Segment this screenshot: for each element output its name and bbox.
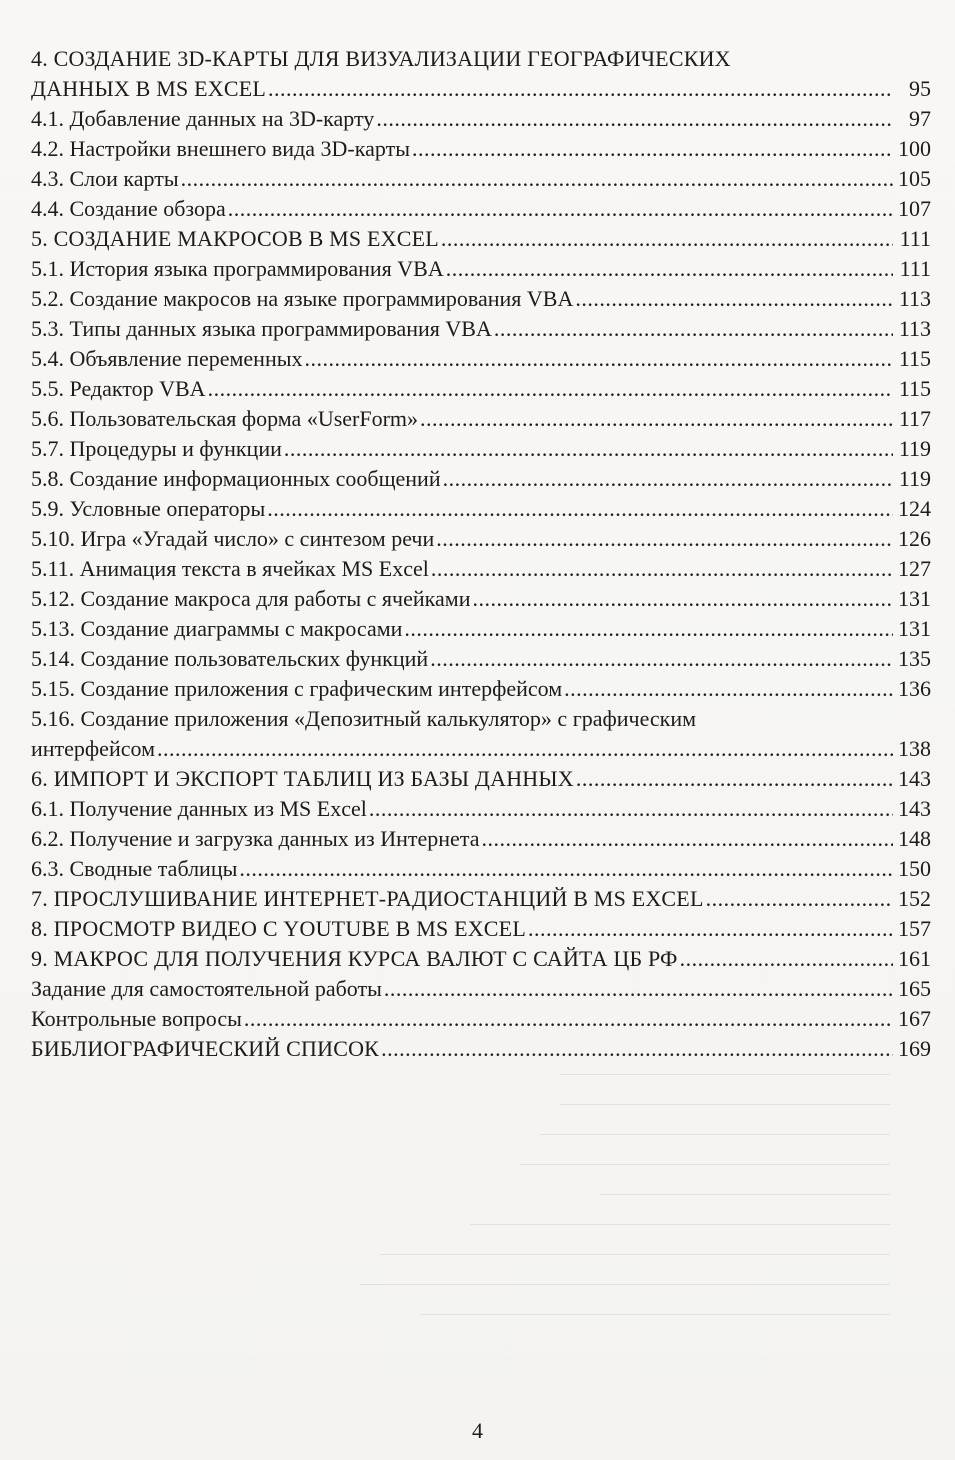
toc-entry-4-1[interactable] (31, 104, 931, 134)
toc-entry-8[interactable] (31, 914, 931, 944)
dot-leader (431, 554, 893, 584)
toc-entry-questions[interactable] (31, 1004, 931, 1034)
toc-entry-page: 152 (898, 886, 931, 911)
toc-entry-5-4[interactable] (31, 344, 931, 374)
toc-entry-page: 97 (909, 106, 931, 131)
toc-entry-label: 5.12. Создание макроса для работы с ячейками (31, 586, 471, 611)
dot-leader (284, 434, 893, 464)
dot-leader (268, 74, 893, 104)
toc-entry-label-line1: 5.16. Создание приложения «Депозитный калькулятор» с графическим (31, 706, 697, 731)
toc-entry-5-13[interactable] (31, 614, 931, 644)
dot-leader (481, 824, 893, 854)
toc-entry-page: 136 (898, 676, 931, 701)
toc-entry-5-12[interactable] (31, 584, 931, 614)
dot-leader (528, 914, 893, 944)
toc-entry-page: 143 (898, 766, 931, 791)
dot-leader (443, 464, 893, 494)
table-of-contents (31, 44, 931, 1064)
toc-entry-page: 115 (898, 376, 931, 401)
toc-entry-page: 131 (898, 616, 931, 641)
toc-entry-page: 143 (898, 796, 931, 821)
toc-entry-7[interactable] (31, 884, 931, 914)
toc-entry-page: 105 (898, 166, 931, 191)
toc-entry-6[interactable] (31, 764, 931, 794)
toc-entry-5-10[interactable] (31, 524, 931, 554)
toc-entry-label: 5.9. Условные операторы (31, 496, 266, 521)
toc-entry-page: 113 (898, 316, 931, 341)
toc-entry-label: 5.13. Создание диаграммы с макросами (31, 616, 403, 641)
dot-leader (384, 974, 893, 1004)
toc-entry-page: 119 (898, 436, 931, 461)
toc-entry-5-2[interactable] (31, 284, 931, 314)
toc-entry-6-2[interactable] (31, 824, 931, 854)
dot-leader (305, 344, 894, 374)
toc-entry-label: 4.4. Создание обзора (31, 196, 226, 221)
toc-entry-page: 111 (899, 256, 931, 281)
dot-leader (441, 224, 893, 254)
toc-entry-label: 4.3. Слои карты (31, 166, 179, 191)
toc-entry-page: 161 (898, 946, 931, 971)
toc-entry-5[interactable] (31, 224, 931, 254)
dot-leader (680, 944, 893, 974)
toc-entry-label: 5.4. Объявление переменных (31, 346, 303, 371)
dot-leader (157, 734, 893, 764)
toc-entry-label: 5.8. Создание информационных сообщений (31, 466, 441, 491)
toc-entry-4[interactable] (31, 44, 931, 104)
toc-entry-page: 127 (898, 556, 931, 581)
toc-entry-6-3[interactable] (31, 854, 931, 884)
toc-entry-page: 138 (898, 736, 931, 761)
toc-entry-page: 124 (898, 496, 931, 521)
toc-entry-page: 117 (898, 406, 931, 431)
dot-leader (228, 194, 893, 224)
toc-entry-label: Задание для самостоятельной работы (31, 976, 382, 1001)
toc-entry-label: интерфейсом (31, 736, 155, 761)
toc-entry-label: 5.2. Создание макросов на языке программирования VBA (31, 286, 574, 311)
toc-entry-page: 126 (898, 526, 931, 551)
dot-leader (564, 674, 893, 704)
dot-leader (706, 884, 893, 914)
toc-entry-5-5[interactable] (31, 374, 931, 404)
toc-entry-label: ДАННЫХ В MS EXCEL (31, 76, 266, 101)
toc-entry-5-11[interactable] (31, 554, 931, 584)
toc-entry-5-8[interactable] (31, 464, 931, 494)
dot-leader (244, 1004, 893, 1034)
toc-entry-page: 111 (899, 226, 931, 251)
toc-entry-page: 131 (898, 586, 931, 611)
toc-entry-label: 5.11. Анимация текста в ячейках MS Excel (31, 556, 429, 581)
dot-leader (494, 314, 893, 344)
dot-leader (404, 614, 893, 644)
toc-entry-label: 7. ПРОСЛУШИВАНИЕ ИНТЕРНЕТ-РАДИОСТАНЦИЙ В MS EXCEL (31, 886, 704, 911)
toc-entry-label: 8. ПРОСМОТР ВИДЕО С YOUTUBE В MS EXCEL (31, 916, 526, 941)
toc-entry-page: 95 (909, 76, 931, 101)
toc-entry-label: 6.1. Получение данных из MS Excel (31, 796, 367, 821)
toc-entry-5-7[interactable] (31, 434, 931, 464)
toc-entry-label: 6. ИМПОРТ И ЭКСПОРТ ТАБЛИЦ ИЗ БАЗЫ ДАННЫХ (31, 766, 574, 791)
toc-entry-label: 5.7. Процедуры и функции (31, 436, 282, 461)
dot-leader (412, 134, 893, 164)
toc-entry-page: 115 (898, 346, 931, 371)
toc-entry-label: 5.14. Создание пользовательских функций (31, 646, 429, 671)
toc-entry-5-6[interactable] (31, 404, 931, 434)
toc-entry-label: 9. МАКРОС ДЛЯ ПОЛУЧЕНИЯ КУРСА ВАЛЮТ С САЙТА ЦБ РФ (31, 946, 678, 971)
dot-leader (208, 374, 893, 404)
toc-entry-label: 5.10. Игра «Угадай число» с синтезом речи (31, 526, 435, 551)
toc-entry-page: 135 (898, 646, 931, 671)
toc-entry-4-2[interactable] (31, 134, 931, 164)
toc-entry-5-16[interactable] (31, 704, 931, 764)
dot-leader (446, 254, 893, 284)
dot-leader (436, 524, 893, 554)
toc-entry-5-1[interactable] (31, 254, 931, 284)
toc-entry-bibliography[interactable] (31, 1034, 931, 1064)
toc-entry-page: 113 (898, 286, 931, 311)
toc-entry-label: 6.2. Получение и загрузка данных из Интернета (31, 826, 480, 851)
toc-entry-label: 4.2. Настройки внешнего вида 3D-карты (31, 136, 410, 161)
toc-entry-label: 5.6. Пользовательская форма «UserForm» (31, 406, 419, 431)
toc-entry-page: 165 (898, 976, 931, 1001)
dot-leader (430, 644, 893, 674)
dot-leader (239, 854, 893, 884)
toc-entry-label: 5.3. Типы данных языка программирования VBA (31, 316, 492, 341)
dot-leader (181, 164, 893, 194)
toc-entry-label: 5.5. Редактор VBA (31, 376, 206, 401)
toc-entry-page: 100 (898, 136, 931, 161)
toc-entry-4-4[interactable] (31, 194, 931, 224)
toc-entry-5-9[interactable] (31, 494, 931, 524)
dot-leader (381, 1034, 893, 1064)
toc-entry-page: 107 (898, 196, 931, 221)
toc-entry-label: 6.3. Сводные таблицы (31, 856, 238, 881)
toc-entry-5-15[interactable] (31, 674, 931, 704)
toc-entry-label-line1: 4. СОЗДАНИЕ 3D-КАРТЫ ДЛЯ ВИЗУАЛИЗАЦИИ ГЕОГРАФИЧЕСКИХ (31, 46, 731, 71)
dot-leader (267, 494, 893, 524)
dot-leader (369, 794, 893, 824)
toc-entry-page: 169 (898, 1036, 931, 1061)
toc-entry-label: 4.1. Добавление данных на 3D-карту (31, 106, 375, 131)
toc-entry-page: 150 (898, 856, 931, 881)
page-number: 4 (472, 1418, 483, 1443)
dot-leader (376, 104, 893, 134)
toc-entry-4-3[interactable] (31, 164, 931, 194)
toc-entry-page: 167 (898, 1006, 931, 1031)
toc-entry-page: 157 (898, 916, 931, 941)
toc-entry-label: 5.15. Создание приложения с графическим интерфейсом (31, 676, 563, 701)
dot-leader (576, 764, 893, 794)
toc-entry-6-1[interactable] (31, 794, 931, 824)
dot-leader (575, 284, 893, 314)
toc-entry-9[interactable] (31, 944, 931, 974)
toc-entry-label: БИБЛИОГРАФИЧЕСКИЙ СПИСОК (31, 1036, 380, 1061)
toc-entry-label: 5. СОЗДАНИЕ МАКРОСОВ В MS EXCEL (31, 226, 439, 251)
toc-entry-5-3[interactable] (31, 314, 931, 344)
toc-entry-page: 119 (898, 466, 931, 491)
toc-entry-label: 5.1. История языка программирования VBA (31, 256, 444, 281)
toc-entry-page: 148 (898, 826, 931, 851)
toc-entry-assignment[interactable] (31, 974, 931, 1004)
dot-leader (472, 584, 893, 614)
toc-entry-label: Контрольные вопросы (31, 1006, 242, 1031)
dot-leader (420, 404, 893, 434)
toc-entry-5-14[interactable] (31, 644, 931, 674)
